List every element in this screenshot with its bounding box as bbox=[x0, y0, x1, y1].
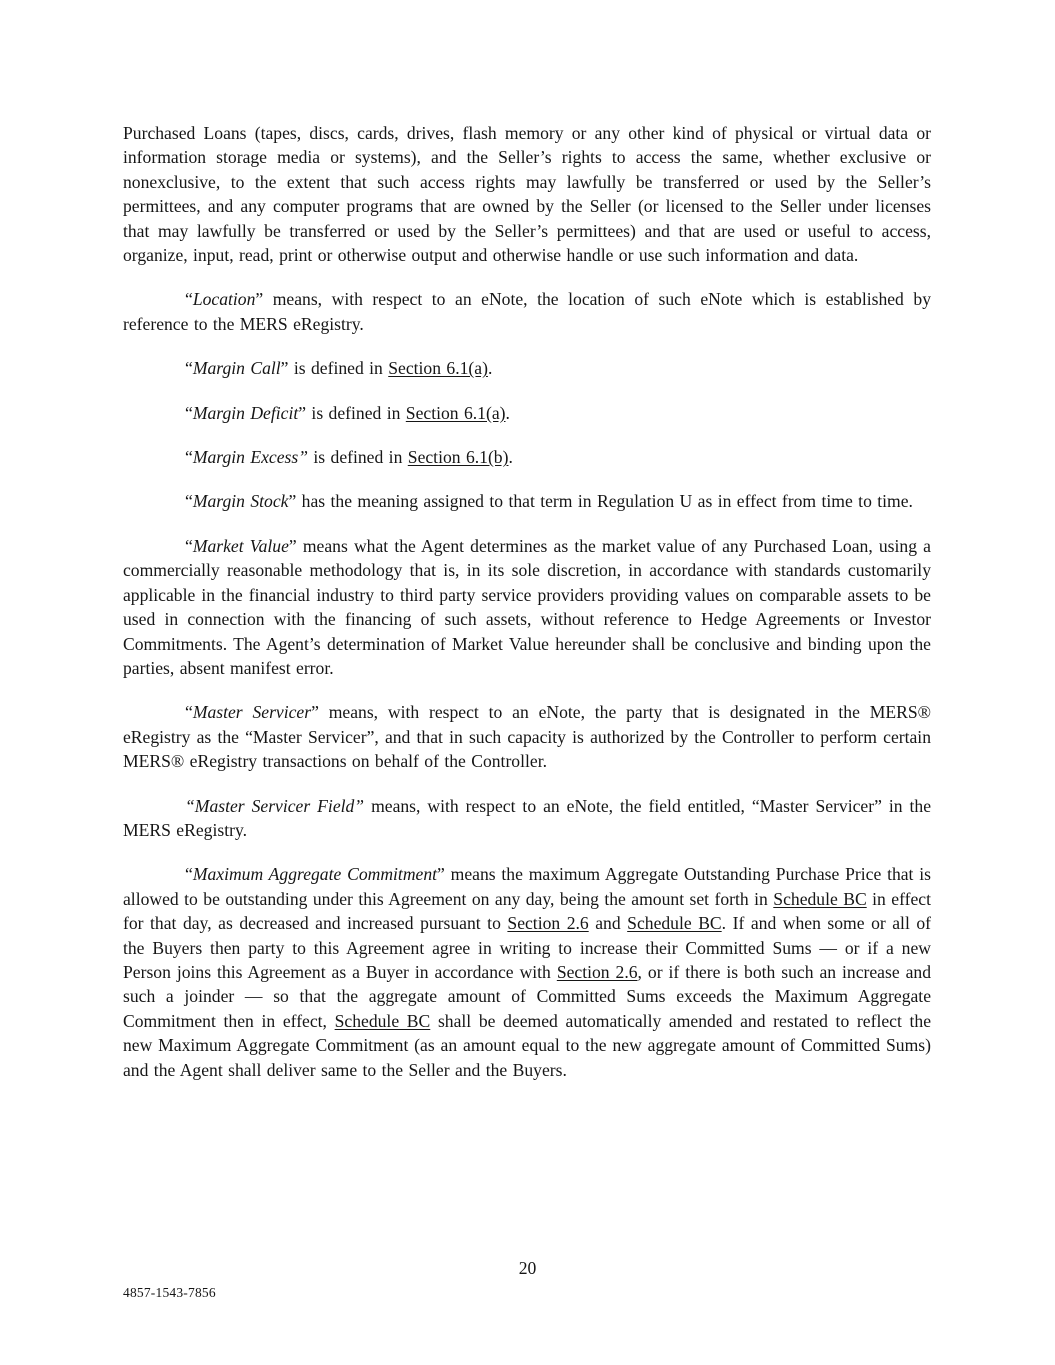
text-run: “ bbox=[185, 864, 193, 885]
text-run: ” means, with respect to an eNote, the location of such eNote which is established by reference to the MERS eRegistry. bbox=[123, 289, 931, 334]
text-run: . bbox=[505, 402, 510, 423]
section-reference: Schedule BC bbox=[334, 1010, 431, 1031]
text-run: . bbox=[508, 447, 513, 468]
paragraph bbox=[123, 445, 931, 469]
defined-term: Maximum Aggregate Commitment bbox=[192, 864, 438, 885]
document-id-footer: 4857-1543-7856 bbox=[123, 1285, 216, 1300]
section-reference: Section 6.1(b) bbox=[407, 447, 509, 468]
text-run: “ bbox=[185, 289, 193, 310]
paragraph bbox=[123, 794, 931, 843]
text-run: ” means the maximum Aggregate Outstanding Purchase Price that is allowed to be outstanding under this Agreement on any day, being the amount set forth in bbox=[123, 864, 931, 909]
document-body bbox=[123, 121, 931, 1102]
paragraph bbox=[123, 700, 931, 773]
defined-term: Margin Deficit bbox=[192, 402, 299, 423]
text-run: ” has the meaning assigned to that term in Regulation U as in effect from time to time. bbox=[288, 491, 913, 512]
paragraph bbox=[123, 287, 931, 336]
section-reference: Section 6.1(a) bbox=[388, 358, 488, 379]
paragraph bbox=[123, 534, 931, 680]
text-run: is defined in bbox=[308, 447, 408, 468]
text-run: . bbox=[487, 358, 493, 379]
text-run: ” is defined in bbox=[298, 402, 406, 423]
section-reference: Section 2.6 bbox=[507, 913, 589, 934]
section-reference: Section 2.6 bbox=[556, 961, 638, 982]
defined-term: Margin Stock bbox=[192, 491, 289, 512]
text-run: “ bbox=[185, 491, 193, 512]
text-run: , or if there is both such an increase and such a joinder — so that the aggregate amount of Committed Sums exceeds the Maximum Aggregate Commitment then in effect, bbox=[123, 961, 932, 1031]
text-run: Purchased Loans (tapes, discs, cards, drives, flash memory or any other kind of physical or virtual data or information storage media or systems), and the Seller’s rights to access the same, whether exclusive or nonexclusive, to the extent that such access rights may lawfully be transferred or used by the Seller’s permittees, and any computer programs that are owned by the Seller (or licensed to the Seller under licenses that may lawfully be transferred or used by the Seller’s permittees) and that are used or useful to access, organize, input, read, print or otherwise output and otherwise handle or use such information and data. bbox=[123, 123, 931, 266]
text-run: “ bbox=[185, 447, 193, 468]
paragraph bbox=[123, 401, 931, 425]
text-run: ” is defined in bbox=[280, 358, 389, 379]
defined-term: Margin Call bbox=[192, 358, 281, 379]
paragraph bbox=[123, 862, 931, 1082]
defined-term: “Master Servicer Field” bbox=[185, 795, 365, 816]
text-run: “ bbox=[185, 702, 193, 723]
text-run: in effect for that day, as decreased and increased pursuant to bbox=[123, 888, 931, 934]
text-run: . If and when some or all of the Buyers then party to this Agreement agree in writing to increase their Committed Sums — or if a new Person joins this Agreement as a Buyer in accordance with bbox=[123, 913, 932, 982]
text-run: “ bbox=[185, 358, 193, 379]
defined-term: Master Servicer bbox=[192, 702, 312, 723]
text-run: “ bbox=[185, 535, 193, 556]
paragraph bbox=[123, 121, 931, 267]
section-reference: Schedule BC bbox=[773, 888, 867, 909]
section-reference: Schedule BC bbox=[627, 913, 722, 934]
paragraph bbox=[123, 489, 931, 513]
defined-term: Margin Excess” bbox=[192, 447, 308, 468]
paragraph bbox=[123, 356, 931, 380]
text-run: means, with respect to an eNote, the field entitled, “Master Servicer” in the MERS eRegistry. bbox=[123, 795, 932, 840]
text-run: ” means what the Agent determines as the market value of any Purchased Loan, using a commercially reasonable methodology that is, in its sole discretion, in accordance with standards customarily applicable in the financial industry to third party service providers providing values on comparable assets to be used in connection with the financing of such assets, without reference to Hedge Agreements or Investor Commitments. The Agent’s determination of Market Value hereunder shall be conclusive and binding upon the parties, absent manifest error. bbox=[123, 535, 931, 678]
page-number: 20 bbox=[518, 1258, 537, 1278]
text-run: and bbox=[588, 913, 628, 934]
defined-term: Market Value bbox=[192, 535, 289, 556]
text-run: ” means, with respect to an eNote, the party that is designated in the MERS® eRegistry as the “Master Servicer”, and that in such capacity is authorized by the Controller to perform certain MERS® eRegistry transactions on behalf of the Controller. bbox=[123, 702, 931, 772]
defined-term: Location bbox=[192, 289, 256, 310]
section-reference: Section 6.1(a) bbox=[405, 402, 506, 423]
text-run: shall be deemed automatically amended and restated to reflect the new Maximum Aggregate Commitment (as an amount equal to the new aggregate amount of Committed Sums) and the Agent shall deliver same to the Seller and the Buyers. bbox=[123, 1010, 931, 1080]
text-run: “ bbox=[185, 402, 193, 423]
